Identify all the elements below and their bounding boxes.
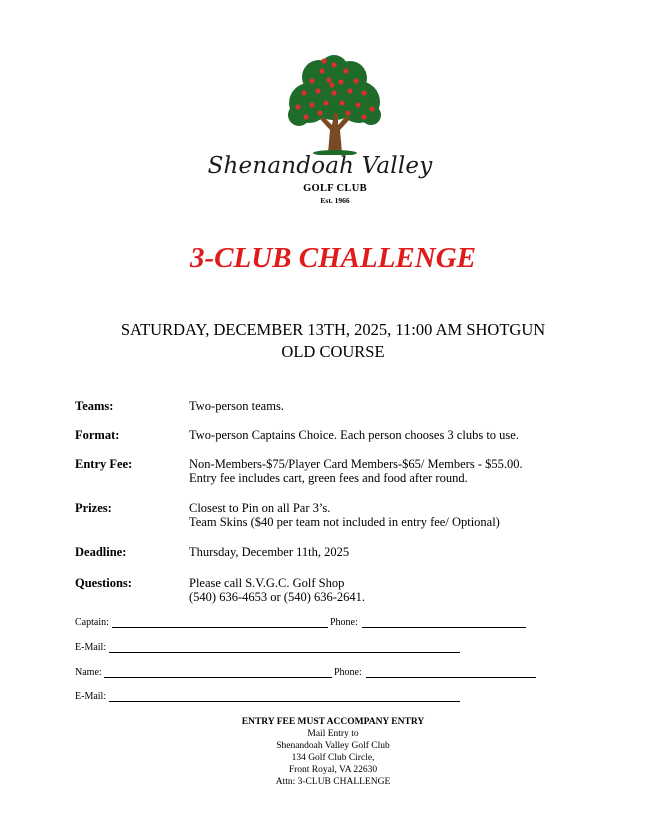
format-label: Format: [75, 428, 120, 442]
apple-dot [309, 102, 314, 107]
teams-label: Teams: [75, 399, 114, 413]
teams-text: Two-person teams. [189, 399, 284, 413]
apple-tree-logo [284, 55, 384, 155]
apple-dot [321, 58, 326, 63]
mailing-line: Mail Entry to [307, 729, 359, 739]
apple-dot [309, 78, 314, 83]
apple-dot [339, 100, 344, 105]
apple-dot [317, 110, 322, 115]
apple-dot [329, 82, 334, 87]
apple-dot [345, 110, 350, 115]
apple-dot [315, 88, 320, 93]
questions-label: Questions: [75, 576, 132, 590]
apple-dot [303, 114, 308, 119]
established-year: Est. 1966 [320, 196, 350, 205]
apple-dot [343, 68, 348, 73]
apple-dot [331, 90, 336, 95]
apple-dot [301, 90, 306, 95]
captain-email-field[interactable] [109, 652, 460, 653]
apple-dot [353, 78, 358, 83]
captain-phone-label: Phone: [330, 617, 358, 628]
entry-fee-notice: ENTRY FEE MUST ACCOMPANY ENTRY [241, 717, 425, 727]
mailing-line: Attn: 3-CLUB CHALLENGE [275, 777, 391, 787]
format-text: Two-person Captains Choice. Each person chooses 3 clubs to use. [189, 428, 519, 442]
partner-email-field[interactable] [109, 701, 460, 702]
apple-dot [319, 68, 324, 73]
partner-email-label: E-Mail: [75, 691, 107, 702]
apple-dot [295, 104, 300, 109]
captain-label: Captain: [75, 617, 109, 628]
prizes-label: Prizes: [75, 501, 112, 515]
entry-fee-text: Non-Members-$75/Player Card Members-$65/ Members - $55.00. Entry fee includes cart, green fees and food after round. [189, 457, 523, 485]
name-label: Name: [75, 667, 102, 678]
apple-dot [323, 100, 328, 105]
partner-phone-field[interactable] [366, 677, 536, 678]
apple-dot [369, 106, 374, 111]
event-date-line: SATURDAY, DECEMBER 13TH, 2025, 11:00 AM SHOTGUN [120, 320, 546, 339]
club-subtitle: GOLF CLUB [303, 183, 367, 194]
apple-dot [331, 62, 336, 67]
mailing-line: Front Royal, VA 22630 [288, 765, 378, 775]
mailing-address [0, 728, 648, 788]
prizes-text: Closest to Pin on all Par 3’s. Team Skins ($40 per team not included in entry fee/ Optional) [189, 501, 500, 529]
apple-dot [361, 114, 366, 119]
questions-text: Please call S.V.G.C. Golf Shop (540) 636-4653 or (540) 636-2641. [189, 576, 366, 604]
mailing-line: 134 Golf Club Circle, [291, 753, 375, 763]
mailing-line: Shenandoah Valley Golf Club [276, 741, 390, 751]
apple-dot [355, 102, 360, 107]
captain-field[interactable] [112, 627, 328, 628]
deadline-text: Thursday, December 11th, 2025 [189, 545, 350, 559]
apple-dot [361, 90, 366, 95]
captain-phone-field[interactable] [362, 627, 526, 628]
event-course: OLD COURSE [281, 342, 385, 361]
club-name-script: Shenandoah Valley [207, 153, 433, 179]
event-title: 3-CLUB CHALLENGE [190, 242, 476, 274]
apple-dot [347, 88, 352, 93]
apple-dot [326, 77, 331, 82]
deadline-label: Deadline: [75, 545, 127, 559]
partner-name-field[interactable] [104, 677, 332, 678]
entry-fee-label: Entry Fee: [75, 457, 133, 471]
partner-phone-label: Phone: [334, 667, 362, 678]
captain-email-label: E-Mail: [75, 642, 107, 653]
apple-dot [338, 79, 343, 84]
